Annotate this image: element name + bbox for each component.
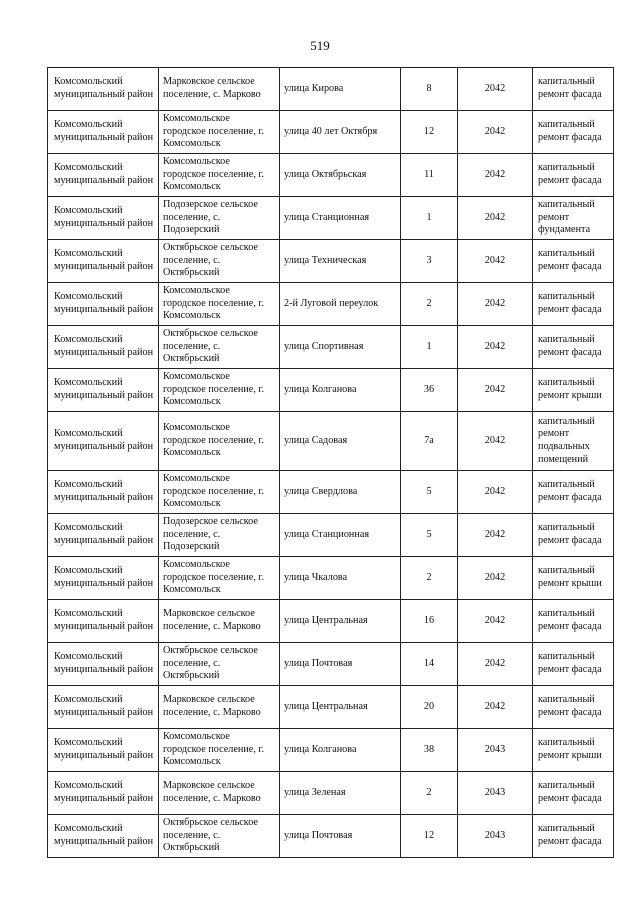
cell-work-type: капитальный ремонт крыши — [533, 729, 614, 772]
cell-district: Комсомольский муниципальный район — [48, 326, 159, 369]
table-row — [48, 412, 614, 471]
cell-year: 2042 — [458, 283, 533, 326]
cell-year: 2042 — [458, 154, 533, 197]
cell-work-type: капитальный ремонт фасада — [533, 154, 614, 197]
cell-year: 2042 — [458, 68, 533, 111]
cell-work-type: капитальный ремонт фасада — [533, 643, 614, 686]
cell-work-type: капитальный ремонт фасада — [533, 600, 614, 643]
cell-settlement: Комсомольское городское поселение, г. Комсомольск — [159, 154, 280, 197]
cell-street: улица Почтовая — [280, 643, 401, 686]
table-row — [48, 729, 614, 772]
table-row — [48, 154, 614, 197]
table-body — [48, 68, 614, 858]
cell-street: улица Садовая — [280, 412, 401, 471]
cell-street: улица Станционная — [280, 514, 401, 557]
cell-house-number: 12 — [401, 815, 458, 858]
cell-work-type: капитальный ремонт фундамента — [533, 197, 614, 240]
cell-work-type: капитальный ремонт фасада — [533, 686, 614, 729]
cell-house-number: 2 — [401, 772, 458, 815]
cell-district: Комсомольский муниципальный район — [48, 412, 159, 471]
cell-year: 2043 — [458, 772, 533, 815]
table-row — [48, 471, 614, 514]
cell-settlement: Комсомольское городское поселение, г. Комсомольск — [159, 471, 280, 514]
cell-street: улица Почтовая — [280, 815, 401, 858]
cell-house-number: 7а — [401, 412, 458, 471]
cell-settlement: Октябрьское сельское поселение, с. Октябрьский — [159, 326, 280, 369]
cell-work-type: капитальный ремонт крыши — [533, 557, 614, 600]
cell-year: 2042 — [458, 514, 533, 557]
cell-settlement: Подозерское сельское поселение, с. Подозерский — [159, 514, 280, 557]
cell-settlement: Комсомольское городское поселение, г. Комсомольск — [159, 369, 280, 412]
cell-street: 2-й Луговой переулок — [280, 283, 401, 326]
cell-work-type: капитальный ремонт фасада — [533, 111, 614, 154]
cell-house-number: 20 — [401, 686, 458, 729]
cell-year: 2042 — [458, 412, 533, 471]
cell-street: улица Чкалова — [280, 557, 401, 600]
table-row — [48, 600, 614, 643]
cell-house-number: 3 — [401, 240, 458, 283]
cell-district: Комсомольский муниципальный район — [48, 154, 159, 197]
cell-street: улица Колганова — [280, 729, 401, 772]
cell-year: 2042 — [458, 686, 533, 729]
table-row — [48, 815, 614, 858]
cell-district: Комсомольский муниципальный район — [48, 283, 159, 326]
cell-work-type: капитальный ремонт подвальных помещений — [533, 412, 614, 471]
cell-street: улица Центральная — [280, 686, 401, 729]
cell-work-type: капитальный ремонт фасада — [533, 471, 614, 514]
cell-work-type: капитальный ремонт фасада — [533, 326, 614, 369]
cell-house-number: 16 — [401, 600, 458, 643]
cell-district: Комсомольский муниципальный район — [48, 686, 159, 729]
cell-year: 2042 — [458, 197, 533, 240]
table-row — [48, 643, 614, 686]
table-row — [48, 772, 614, 815]
cell-year: 2042 — [458, 471, 533, 514]
cell-street: улица Зеленая — [280, 772, 401, 815]
cell-district: Комсомольский муниципальный район — [48, 729, 159, 772]
cell-work-type: капитальный ремонт крыши — [533, 369, 614, 412]
cell-work-type: капитальный ремонт фасада — [533, 240, 614, 283]
cell-settlement: Комсомольское городское поселение, г. Комсомольск — [159, 557, 280, 600]
cell-district: Комсомольский муниципальный район — [48, 471, 159, 514]
table-row — [48, 514, 614, 557]
cell-house-number: 14 — [401, 643, 458, 686]
table-row — [48, 369, 614, 412]
cell-work-type: капитальный ремонт фасада — [533, 68, 614, 111]
cell-year: 2042 — [458, 600, 533, 643]
cell-street: улица Спортивная — [280, 326, 401, 369]
cell-settlement: Октябрьское сельское поселение, с. Октябрьский — [159, 240, 280, 283]
cell-district: Комсомольский муниципальный район — [48, 772, 159, 815]
table-row — [48, 557, 614, 600]
cell-settlement: Комсомольское городское поселение, г. Комсомольск — [159, 283, 280, 326]
cell-settlement: Марковское сельское поселение, с. Марково — [159, 686, 280, 729]
cell-street: улица Свердлова — [280, 471, 401, 514]
repair-schedule-table — [47, 67, 614, 858]
cell-house-number: 5 — [401, 471, 458, 514]
cell-house-number: 8 — [401, 68, 458, 111]
cell-settlement: Октябрьское сельское поселение, с. Октябрьский — [159, 643, 280, 686]
cell-settlement: Комсомольское городское поселение, г. Комсомольск — [159, 111, 280, 154]
page-number: 519 — [310, 38, 330, 53]
cell-house-number: 36 — [401, 369, 458, 412]
cell-work-type: капитальный ремонт фасада — [533, 283, 614, 326]
cell-settlement: Марковское сельское поселение, с. Марково — [159, 600, 280, 643]
cell-district: Комсомольский муниципальный район — [48, 643, 159, 686]
cell-year: 2042 — [458, 557, 533, 600]
cell-house-number: 1 — [401, 326, 458, 369]
cell-year: 2042 — [458, 326, 533, 369]
cell-year: 2043 — [458, 729, 533, 772]
cell-house-number: 5 — [401, 514, 458, 557]
table-row — [48, 68, 614, 111]
cell-district: Комсомольский муниципальный район — [48, 514, 159, 557]
cell-house-number: 38 — [401, 729, 458, 772]
cell-year: 2042 — [458, 369, 533, 412]
table-row — [48, 197, 614, 240]
table-row — [48, 240, 614, 283]
cell-district: Комсомольский муниципальный район — [48, 369, 159, 412]
cell-house-number: 2 — [401, 557, 458, 600]
cell-district: Комсомольский муниципальный район — [48, 815, 159, 858]
cell-year: 2042 — [458, 643, 533, 686]
cell-house-number: 1 — [401, 197, 458, 240]
cell-house-number: 12 — [401, 111, 458, 154]
cell-street: улица Колганова — [280, 369, 401, 412]
cell-district: Комсомольский муниципальный район — [48, 557, 159, 600]
cell-year: 2043 — [458, 815, 533, 858]
cell-settlement: Комсомольское городское поселение, г. Комсомольск — [159, 412, 280, 471]
cell-district: Комсомольский муниципальный район — [48, 240, 159, 283]
cell-settlement: Октябрьское сельское поселение, с. Октябрьский — [159, 815, 280, 858]
table-row — [48, 686, 614, 729]
cell-district: Комсомольский муниципальный район — [48, 197, 159, 240]
cell-street: улица 40 лет Октября — [280, 111, 401, 154]
cell-year: 2042 — [458, 111, 533, 154]
cell-street: улица Техническая — [280, 240, 401, 283]
cell-street: улица Станционная — [280, 197, 401, 240]
table-row — [48, 111, 614, 154]
table-row — [48, 283, 614, 326]
cell-work-type: капитальный ремонт фасада — [533, 514, 614, 557]
cell-street: улица Центральная — [280, 600, 401, 643]
cell-year: 2042 — [458, 240, 533, 283]
cell-settlement: Комсомольское городское поселение, г. Комсомольск — [159, 729, 280, 772]
cell-settlement: Подозерское сельское поселение, с. Подозерский — [159, 197, 280, 240]
cell-street: улица Октябрьская — [280, 154, 401, 197]
cell-settlement: Марковское сельское поселение, с. Марково — [159, 68, 280, 111]
cell-district: Комсомольский муниципальный район — [48, 600, 159, 643]
cell-house-number: 11 — [401, 154, 458, 197]
cell-work-type: капитальный ремонт фасада — [533, 772, 614, 815]
cell-street: улица Кирова — [280, 68, 401, 111]
table-row — [48, 326, 614, 369]
cell-house-number: 2 — [401, 283, 458, 326]
cell-district: Комсомольский муниципальный район — [48, 68, 159, 111]
cell-work-type: капитальный ремонт фасада — [533, 815, 614, 858]
cell-district: Комсомольский муниципальный район — [48, 111, 159, 154]
cell-settlement: Марковское сельское поселение, с. Марково — [159, 772, 280, 815]
